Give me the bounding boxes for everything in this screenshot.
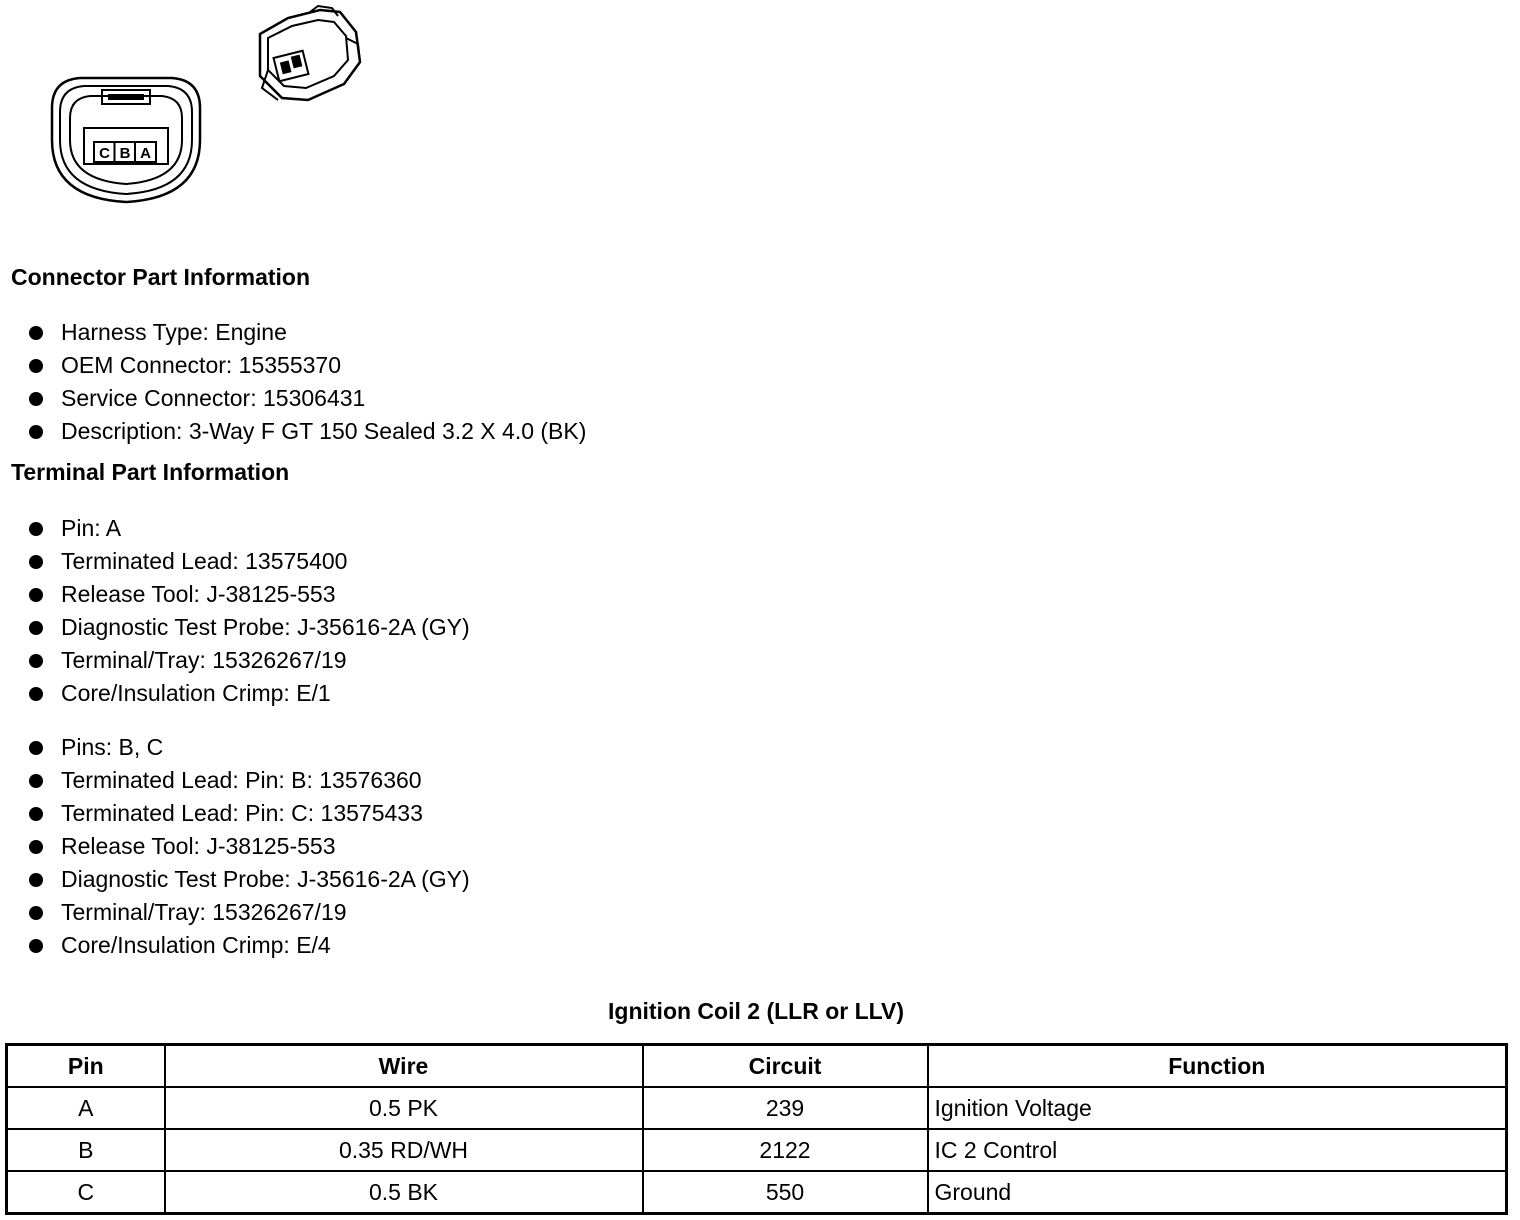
column-header-function: Function: [928, 1045, 1507, 1088]
pin-label-c: C: [99, 145, 110, 162]
table-row: [7, 1171, 1507, 1214]
column-header-wire: Wire: [165, 1045, 643, 1088]
pinout-table: [5, 1043, 1508, 1215]
column-header-pin: Pin: [7, 1045, 165, 1088]
cell-pin: B: [7, 1129, 165, 1171]
terminal-pin-a-list: [26, 512, 470, 710]
list-item: Terminal/Tray: 15326267/19: [26, 896, 470, 929]
list-item: Terminal/Tray: 15326267/19: [26, 644, 470, 677]
list-item: Terminated Lead: 13575400: [26, 545, 470, 578]
column-header-circuit: Circuit: [643, 1045, 928, 1088]
table-row: [7, 1087, 1507, 1129]
list-item: OEM Connector: 15355370: [26, 349, 586, 382]
cell-wire: 0.5 BK: [165, 1171, 643, 1214]
cell-function: IC 2 Control: [928, 1129, 1507, 1171]
cell-circuit: 239: [643, 1087, 928, 1129]
table-title: Ignition Coil 2 (LLR or LLV): [608, 998, 904, 1024]
terminal-pins-bc-list: [26, 731, 470, 962]
cell-pin: C: [7, 1171, 165, 1214]
table-row: [7, 1129, 1507, 1171]
cell-function: Ground: [928, 1171, 1507, 1214]
cell-circuit: 2122: [643, 1129, 928, 1171]
list-item: Pin: A: [26, 512, 470, 545]
cell-wire: 0.5 PK: [165, 1087, 643, 1129]
pin-label-a: A: [140, 145, 151, 162]
list-item: Service Connector: 15306431: [26, 382, 586, 415]
list-item: Core/Insulation Crimp: E/1: [26, 677, 470, 710]
list-item: Description: 3-Way F GT 150 Sealed 3.2 X 4.0 (BK): [26, 415, 586, 448]
cell-pin: A: [7, 1087, 165, 1129]
list-item: Diagnostic Test Probe: J-35616-2A (GY): [26, 611, 470, 644]
cell-wire: 0.35 RD/WH: [165, 1129, 643, 1171]
connector-front-view-illustration: [50, 70, 202, 205]
terminal-part-info-heading: Terminal Part Information: [11, 459, 290, 485]
connector-isometric-illustration: [248, 4, 366, 104]
cell-function: Ignition Voltage: [928, 1087, 1507, 1129]
list-item: Diagnostic Test Probe: J-35616-2A (GY): [26, 863, 470, 896]
list-item: Release Tool: J-38125-553: [26, 830, 470, 863]
connector-part-info-list: [26, 316, 586, 448]
list-item: Harness Type: Engine: [26, 316, 586, 349]
connector-part-info-heading: Connector Part Information: [11, 264, 311, 290]
list-item: Terminated Lead: Pin: C: 13575433: [26, 797, 470, 830]
list-item: Pins: B, C: [26, 731, 470, 764]
list-item: Core/Insulation Crimp: E/4: [26, 929, 470, 962]
pin-label-b: B: [119, 145, 131, 162]
table-header-row: [7, 1045, 1507, 1088]
cell-circuit: 550: [643, 1171, 928, 1214]
list-item: Release Tool: J-38125-553: [26, 578, 470, 611]
list-item: Terminated Lead: Pin: B: 13576360: [26, 764, 470, 797]
